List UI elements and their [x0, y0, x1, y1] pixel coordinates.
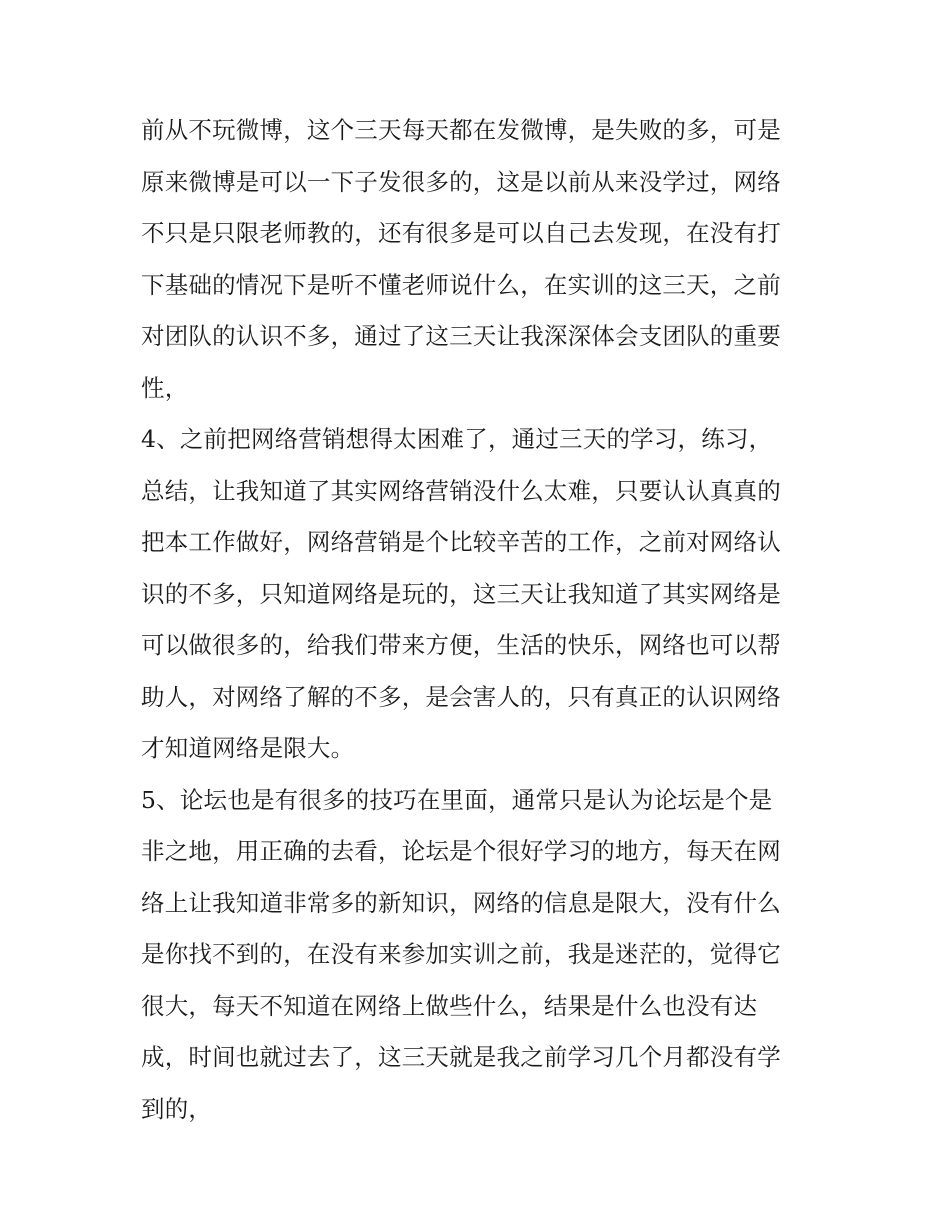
text-line: 非之地，用正确的去看，论坛是个很好学习的地方，每天在网	[141, 837, 781, 865]
text-line: 5、论坛也是有很多的技巧在里面，通常只是认为论坛是个是	[141, 785, 773, 814]
text-line: 把本工作做好，网络营销是个比较辛苦的工作，之前对网络认	[141, 528, 781, 556]
text-line: 很大，每天不知道在网络上做些什么，结果是什么也没有达	[141, 991, 758, 1020]
text-line: 性，	[141, 373, 189, 402]
text-line: 可以做很多的，给我们带来方便，生活的快乐，网络也可以帮	[141, 631, 781, 659]
text-line: 识的不多，只知道网络是玩的，这三天让我知道了其实网络是	[141, 579, 781, 608]
text-line: 4、之前把网络营销想得太困难了，通过三天的学习，练习，	[141, 425, 773, 453]
text-line: 下基础的情况下是听不懂老师说什么，在实训的这三天，之前	[141, 270, 781, 299]
text-line: 不只是只限老师教的，还有很多是可以自己去发现，在没有打	[141, 219, 781, 247]
text-line: 络上让我知道非常多的新知识，网络的信息是限大，没有什么	[141, 888, 781, 917]
text-line: 是你找不到的，在没有来参加实训之前，我是迷茫的，觉得它	[141, 940, 781, 968]
text-line: 原来微博是可以一下子发很多的，这是以前从来没学过，网络	[141, 167, 781, 196]
text-line: 到的，	[141, 1094, 213, 1123]
text-line: 成，时间也就过去了，这三天就是我之前学习几个月都没有学	[141, 1043, 781, 1071]
document-body	[141, 105, 831, 1135]
text-line: 才知道网络是限大。	[141, 734, 355, 762]
text-line: 总结，让我知道了其实网络营销没什么太难，只要认认真真的	[141, 476, 781, 505]
text-line: 前从不玩微博，这个三天每天都在发微博，是失败的多，可是	[141, 116, 781, 144]
text-line: 助人，对网络了解的不多，是会害人的，只有真正的认识网络	[141, 682, 781, 711]
text-line: 对团队的认识不多，通过了这三天让我深深体会支团队的重要	[141, 322, 781, 350]
